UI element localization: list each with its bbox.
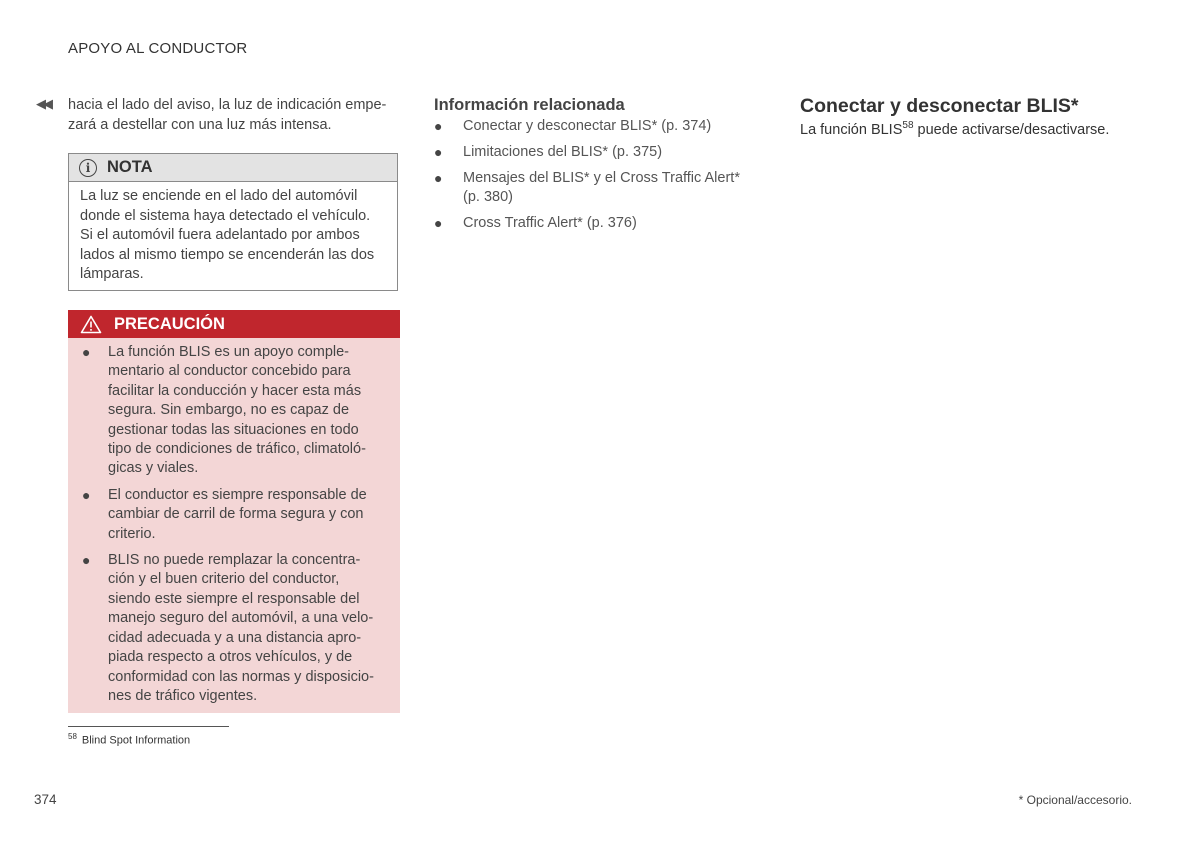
related-link-line: Conectar y desconectar BLIS* (p. 374) bbox=[463, 118, 712, 134]
list-item-line: criterio. bbox=[108, 525, 156, 542]
double-left-arrow-icon: ◀◀ bbox=[36, 96, 50, 111]
list-item-line: El conductor es siempre responsable de bbox=[108, 486, 367, 503]
page-number: 374 bbox=[34, 792, 57, 807]
related-link[interactable] bbox=[434, 169, 764, 208]
warning-box bbox=[68, 310, 400, 713]
list-item-line: cambiar de carril de forma segura y con bbox=[108, 506, 364, 523]
section-title: Conectar y desconectar BLIS* bbox=[800, 95, 1079, 117]
optional-note: * Opcional/accesorio. bbox=[1018, 793, 1132, 807]
list-item-line: facilitar la conducción y hacer esta más bbox=[108, 382, 362, 399]
footnote-ref: 58 bbox=[902, 120, 914, 132]
related-link[interactable] bbox=[434, 117, 764, 136]
related-link-line: (p. 380) bbox=[463, 189, 513, 206]
related-link[interactable] bbox=[434, 214, 764, 233]
bullet-icon: ● bbox=[434, 118, 443, 134]
list-item bbox=[82, 551, 386, 706]
footnote-divider bbox=[68, 726, 229, 727]
footnote bbox=[68, 732, 190, 747]
list-item bbox=[82, 486, 386, 544]
info-icon: i bbox=[79, 159, 97, 177]
note-line: lámparas. bbox=[80, 266, 144, 282]
note-line: lados al mismo tiempo se encenderán las dos bbox=[80, 246, 375, 263]
footnote-number: 58 bbox=[68, 732, 77, 741]
warning-triangle-icon bbox=[80, 315, 102, 334]
list-item-line: conformidad con las normas y disposicio- bbox=[108, 668, 374, 685]
note-line: La luz se enciende en el lado del automóvil bbox=[80, 188, 358, 204]
bullet-icon: ● bbox=[82, 486, 91, 503]
note-line: Si el automóvil fuera adelantado por ambos bbox=[80, 227, 360, 243]
list-item-line: gicas y viales. bbox=[108, 460, 199, 477]
intro-line: zará a destellar con una luz más intensa. bbox=[68, 117, 332, 133]
list-item-line: siendo este siempre el responsable del bbox=[108, 590, 360, 607]
list-item-line: piada respecto a otros vehículos, y de bbox=[108, 649, 353, 666]
note-body bbox=[69, 182, 397, 290]
bullet-icon: ● bbox=[82, 552, 91, 569]
related-link-line: Limitaciones del BLIS* (p. 375) bbox=[463, 143, 663, 160]
list-item-line: manejo seguro del automóvil, a una velo- bbox=[108, 610, 374, 627]
section-text-end: puede activarse/desactivarse. bbox=[913, 122, 1110, 138]
section-header: APOYO AL CONDUCTOR bbox=[68, 40, 248, 57]
section-text-start: La función BLIS bbox=[800, 122, 903, 138]
list-item-line: cidad adecuada y a una distancia apro- bbox=[108, 629, 362, 646]
bullet-icon: ● bbox=[434, 169, 443, 186]
bullet-icon: ● bbox=[82, 344, 91, 360]
related-link[interactable] bbox=[434, 143, 764, 162]
list-item-line: BLIS no puede remplazar la concentra- bbox=[108, 552, 361, 569]
related-info-list bbox=[434, 117, 764, 240]
note-line: donde el sistema haya detectado el vehículo. bbox=[80, 207, 371, 224]
warning-header bbox=[68, 310, 400, 338]
list-item-line: nes de tráfico vigentes. bbox=[108, 687, 258, 704]
list-item-line: La función BLIS es un apoyo comple- bbox=[108, 344, 350, 360]
related-link-line: Cross Traffic Alert* (p. 376) bbox=[463, 215, 637, 232]
list-item-line: mentario al conductor concebido para bbox=[108, 363, 351, 380]
intro-line: hacia el lado del aviso, la luz de indicación empe- bbox=[68, 97, 387, 113]
bullet-icon: ● bbox=[434, 143, 443, 160]
note-box bbox=[68, 153, 398, 291]
list-item-line: segura. Sin embargo, no es capaz de bbox=[108, 402, 350, 419]
related-link-line: Mensajes del BLIS* y el Cross Traffic Alert* bbox=[463, 169, 740, 186]
intro-paragraph bbox=[68, 95, 403, 135]
note-title: NOTA bbox=[107, 158, 153, 176]
section-paragraph bbox=[800, 122, 1109, 138]
warning-list bbox=[68, 338, 400, 706]
list-item-line: ción y el buen criterio del conductor, bbox=[108, 571, 340, 588]
list-item bbox=[82, 343, 386, 479]
related-info-title: Información relacionada bbox=[434, 96, 625, 114]
note-header bbox=[69, 154, 397, 182]
bullet-icon: ● bbox=[434, 215, 443, 232]
footnote-text: Blind Spot Information bbox=[81, 734, 191, 747]
list-item-line: gestionar todas las situaciones en todo bbox=[108, 421, 359, 438]
list-item-line: tipo de condiciones de tráfico, climatoló- bbox=[108, 441, 366, 458]
warning-title: PRECAUCIÓN bbox=[114, 314, 225, 333]
